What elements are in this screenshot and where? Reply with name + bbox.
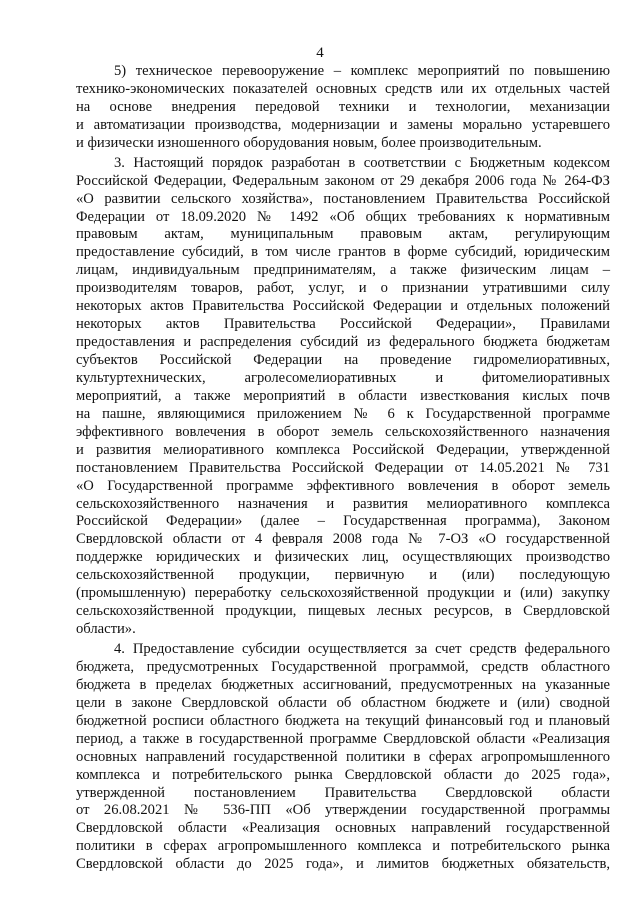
text-line: период, а также в государственной программе Свердловской области «Реализация — [76, 730, 610, 747]
text-line: сельскохозяйственной продукции, пищевых лесных ресурсов, в Свердловской — [76, 603, 610, 620]
page-number: 4 — [316, 45, 324, 61]
text-line: лицам, индивидуальным предпринимателям, а также физическим лицам – — [76, 262, 610, 279]
text-line: и развития мелиоративного комплекса Российской Федерации, утвержденной — [76, 441, 610, 458]
text-line: предоставления и распределения субсидий из федерального бюджета бюджетам — [76, 334, 610, 351]
text-line: Российской Федерации» (далее – Государственная программа), Законом — [76, 513, 610, 530]
text-line: области». — [76, 621, 136, 638]
text-line: 5) техническое перевооружение – комплекс мероприятий по повышению — [114, 63, 610, 79]
text-line: 4. Предоставление субсидии осуществляется за счет средств федерального — [114, 641, 610, 657]
text-line: производителям товаров, работ, услуг, и о признании утратившими силу — [76, 280, 610, 297]
text-line: на пашне, являющимися приложением № 6 к Государственной программе — [76, 405, 610, 422]
text-line: «О Государственной программе эффективного вовлечения в оборот земель — [76, 477, 610, 494]
text-line: поддержке юридических и физических лиц, осуществляющих производство — [76, 549, 610, 566]
paragraph — [76, 641, 610, 874]
text-line: культуртехнических, агролесомелиоративных и фитомелиоративных — [76, 369, 610, 386]
text-line: некоторых актов Правительства Российской Федерации», Правилами — [76, 316, 610, 333]
text-line: сельскохозяйственной продукции, первичную и (или) последующую — [76, 567, 610, 584]
text-line: бюджета в пределах бюджетных ассигнований, предусмотренных на указанные — [76, 676, 610, 693]
text-line: и автоматизации производства, модернизации и замены морально устаревшего — [76, 116, 610, 133]
text-line: постановлением Правительства Российской Федерации от 14.05.2021 № 731 — [76, 459, 610, 476]
text-line: утвержденной постановлением Правительства Свердловской области — [76, 784, 610, 801]
text-line: комплекса и потребительского рынка Свердловской области до 2025 года», — [76, 766, 610, 783]
text-line: Российской Федерации, Федеральным законом от 29 декабря 2006 года № 264-ФЗ — [76, 172, 610, 189]
text-line: некоторых актов Правительства Российской Федерации и отдельных положений — [76, 298, 610, 315]
paragraph — [76, 155, 610, 639]
text-line: цели в законе Свердловской области об областном бюджете и (или) сводной — [76, 694, 610, 711]
text-line: эффективного вовлечения в оборот земель сельскохозяйственного назначения — [76, 423, 610, 440]
text-line: правовым актам, муниципальным правовым актам, регулирующим — [76, 226, 610, 243]
text-line: 3. Настоящий порядок разработан в соответствии с Бюджетным кодексом — [114, 154, 610, 171]
text-line: основных направлений государственной политики в сферах агропромышленного — [76, 748, 610, 765]
paragraph — [76, 63, 610, 153]
text-line: политики в сферах агропромышленного комплекса и потребительского рынка — [76, 838, 610, 855]
text-line: бюджета, предусмотренных Государственной программой, средств областного — [76, 658, 610, 675]
text-line: Свердловской области до 2025 года», и лимитов бюджетных обязательств, — [76, 856, 610, 873]
text-line: мероприятий, а также мероприятий в области известкования кислых почв — [76, 387, 610, 404]
text-line: предоставление субсидий, в том числе грантов в форме субсидий, юридическим — [76, 244, 610, 261]
text-line: технико-экономических показателей основных средств или их отдельных частей — [76, 80, 610, 97]
text-line: субъектов Российской Федерации на проведение гидромелиоративных, — [76, 352, 610, 368]
text-line: бюджетной росписи областного бюджета на текущий финансовый год и плановый — [76, 712, 610, 729]
text-line: Свердловской области от 4 февраля 2008 года № 7-ОЗ «О государственной — [76, 531, 610, 548]
text-line: сельскохозяйственного назначения и развития мелиоративного комплекса — [76, 495, 610, 512]
document-body — [76, 63, 610, 874]
text-line: от 26.08.2021 № 536-ПП «Об утверждении государственной программы — [76, 802, 610, 819]
text-line: Федерации от 18.09.2020 № 1492 «Об общих требованиях к нормативным — [76, 208, 610, 225]
text-line: на основе внедрения передовой техники и технологии, механизации — [76, 98, 610, 115]
text-line: (промышленную) переработку сельскохозяйственной продукции и (или) закупку — [76, 585, 610, 602]
text-line: и физически изношенного оборудования новым, более производительным. — [76, 134, 542, 151]
text-line: «О развитии сельского хозяйства», постановлением Правительства Российской — [76, 190, 610, 207]
text-line: Свердловской области «Реализация основных направлений государственной — [76, 820, 610, 837]
